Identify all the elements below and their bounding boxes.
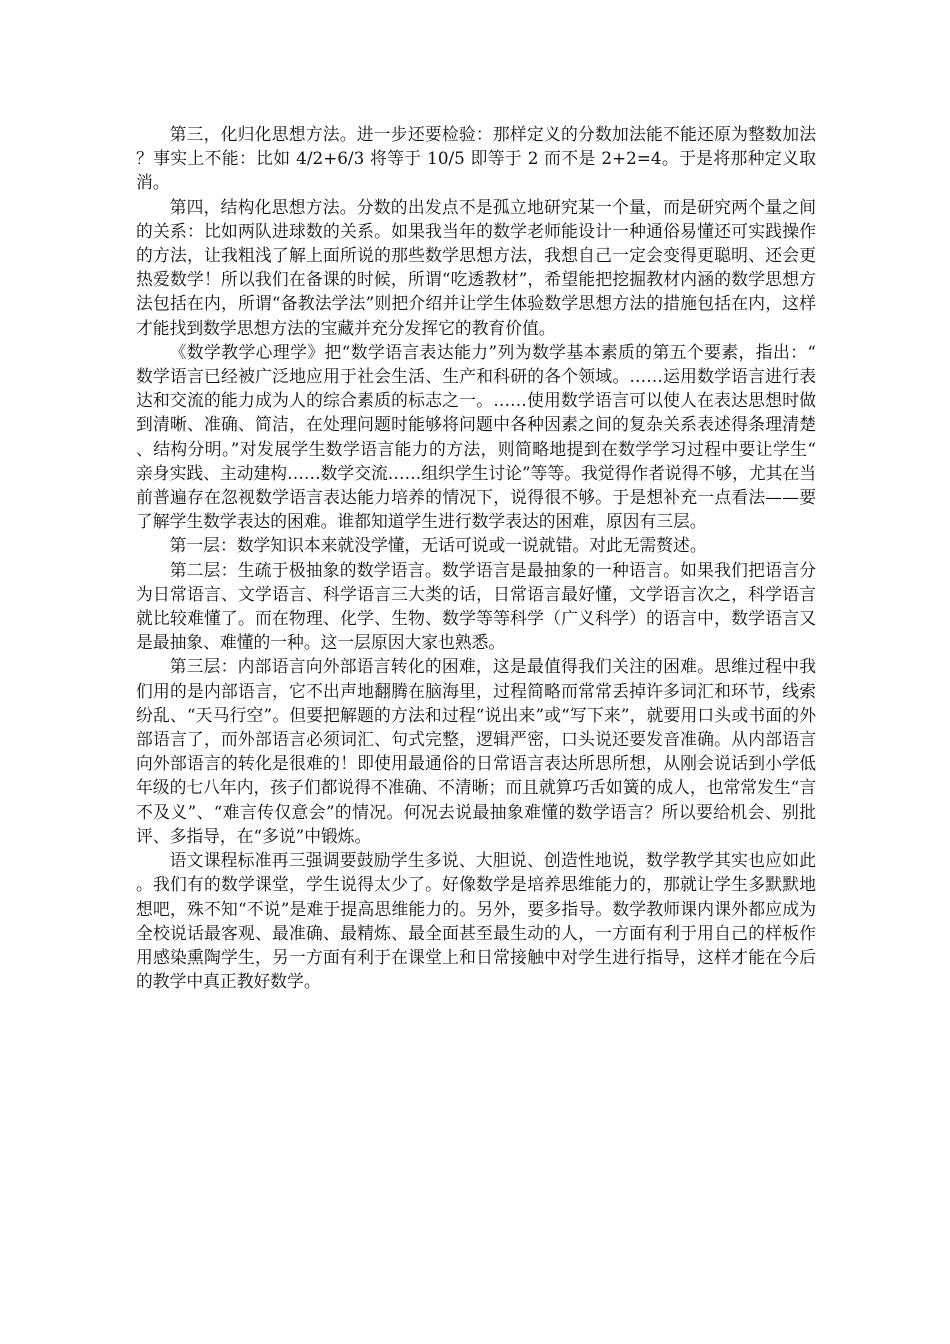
- document-body: [136, 122, 816, 993]
- paragraph-7: 语文课程标准再三强调要鼓励学生多说、大胆说、创造性地说，数学教学其实也应如此。我们有的数学课堂，学生说得太少了。好像数学是培养思维能力的，那就让学生多默默地想吧，殊不知“不说”是难于提高思维能力的。另外，要多指导。数学教师课内课外都应成为全校说话最客观、最准确、最精炼、最全面甚至最生动的人，一方面有利于用自己的样板作用感染熏陶学生，另一方面有利于在课堂上和日常接触中对学生进行指导，这样才能在今后的教学中真正教好数学。: [136, 850, 816, 992]
- paragraph-4: 第一层：数学知识本来就没学懂，无话可说或一说就错。对此无需赘述。: [169, 535, 707, 556]
- paragraph-2: 第四，结构化思想方法。分数的出发点不是孤立地研究某一个量，而是研究两个量之间的关系：比如两队进球数的关系。如果我当年的数学老师能设计一种通俗易懂还可实践操作的方法，让我粗浅了解上面所说的那些数学思想方法，我想自己一定会变得更聪明、还会更热爱数学！所以我们在备课的时候，所谓“吃透教材”，希望能把挖掘教材内涵的数学思想方法包括在内，所谓“备教法学法”则把介绍并让学生体验数学思想方法的措施包括在内，这样才能找到数学思想方法的宝藏并充分发挥它的教育价值。: [136, 196, 816, 338]
- paragraph-5: 第二层：生疏于极抽象的数学语言。数学语言是最抽象的一种语言。如果我们把语言分为日常语言、文学语言、科学语言三大类的话，日常语言最好懂，文学语言次之，科学语言就比较难懂了。而在物理、化学、生物、数学等等科学（广义科学）的语言中，数学语言又是最抽象、难懂的一种。这一层原因大家也熟悉。: [136, 559, 816, 653]
- paragraph-1: 第三，化归化思想方法。进一步还要检验：那样定义的分数加法能不能还原为整数加法？事实上不能：比如 4/2+6/3 将等于 10/5 即等于 2 而不是 2+2=4。于是将那种定义取消。: [136, 124, 816, 193]
- paragraph-3: 《数学教学心理学》把“数学语言表达能力”列为数学基本素质的第五个要素，指出：“数学语言已经被广泛地应用于社会生活、生产和科研的各个领域。……运用数学语言进行表达和交流的能力成为人的综合素质的标志之一。……使用数学语言可以使人在表达思想时做到清晰、准确、简洁，在处理问题时能够将问题中各种因素之间的复杂关系表述得条理清楚、结构分明。”对发展学生数学语言能力的方法，则简略地提到在数学学习过程中要让学生“亲身实践、主动建构……数学交流……组织学生讨论”等等。我觉得作者说得不够，尤其在当前普遍存在忽视数学语言表达能力培养的情况下，说得很不够。于是想补充一点看法——要了解学生数学表达的困难。谁都知道学生进行数学表达的困难，原因有三层。: [136, 341, 816, 532]
- paragraph-6: 第三层：内部语言向外部语言转化的困难，这是最值得我们关注的困难。思维过程中我们用的是内部语言，它不出声地翻腾在脑海里，过程简略而常常丢掉许多词汇和环节，线索纷乱、“天马行空”。但要把解题的方法和过程“说出来”或“写下来”，就要用口头或书面的外部语言了，而外部语言必须词汇、句式完整，逻辑严密，口头说还要发音准确。从内部语言向外部语言的转化是很难的！即使用最通俗的日常语言表达所思所想，从刚会说话到小学低年级的七八年内，孩子们都说得不准确、不清晰；而且就算巧舌如簧的成人，也常常发生“言不及义”、“难言传仅意会”的情况。何况去说最抽象难懂的数学语言？所以要给机会、别批评、多指导，在“多说”中锻炼。: [136, 656, 816, 846]
